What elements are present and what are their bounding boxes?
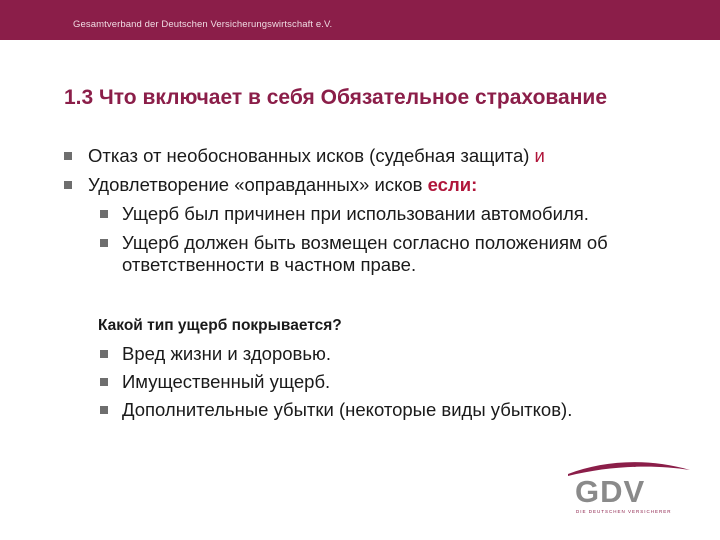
list-item <box>64 371 572 393</box>
gdv-logo: GDV <box>575 474 646 509</box>
list-item-text: Имущественный ущерб. <box>122 371 331 392</box>
square-bullet-icon <box>100 406 108 414</box>
square-bullet-icon <box>64 181 72 189</box>
list-item-text: Удовлетворение «оправданных» исков <box>88 174 428 195</box>
sub-list-item-text: Ущерб должен быть возмещен согласно положениям об ответственности в частном праве. <box>122 232 608 275</box>
coverage-list <box>64 343 572 421</box>
square-bullet-icon <box>100 210 108 218</box>
square-bullet-icon <box>64 152 72 160</box>
list-item <box>64 399 572 421</box>
org-name: Gesamtverband der Deutschen Versicherungswirtschaft e.V. <box>73 19 333 30</box>
sub-list-item <box>64 203 682 225</box>
header-bar <box>0 0 720 40</box>
list-item-text: Вред жизни и здоровью. <box>122 343 332 364</box>
list-item <box>64 145 682 167</box>
list-item-text: Отказ от необоснованных исков (судебная защита) <box>88 145 535 166</box>
sub-list-item <box>64 232 682 276</box>
list-item-suffix: если: <box>427 174 478 195</box>
list-item-text: Дополнительные убытки (некоторые виды убытков). <box>122 399 573 420</box>
gdv-logo-tagline: DIE DEUTSCHEN VERSICHERER <box>576 509 672 514</box>
list-item-suffix: и <box>534 145 545 166</box>
main-list <box>64 145 682 276</box>
list-item <box>64 174 682 196</box>
question-heading: Какой тип ущерб покрывается? <box>98 317 342 334</box>
sub-list-item-text: Ущерб был причинен при использовании автомобиля. <box>122 203 589 224</box>
square-bullet-icon <box>100 239 108 247</box>
square-bullet-icon <box>100 378 108 386</box>
page-title: 1.3 Что включает в себя Обязательное страхование <box>64 86 608 109</box>
square-bullet-icon <box>100 350 108 358</box>
list-item <box>64 343 572 365</box>
